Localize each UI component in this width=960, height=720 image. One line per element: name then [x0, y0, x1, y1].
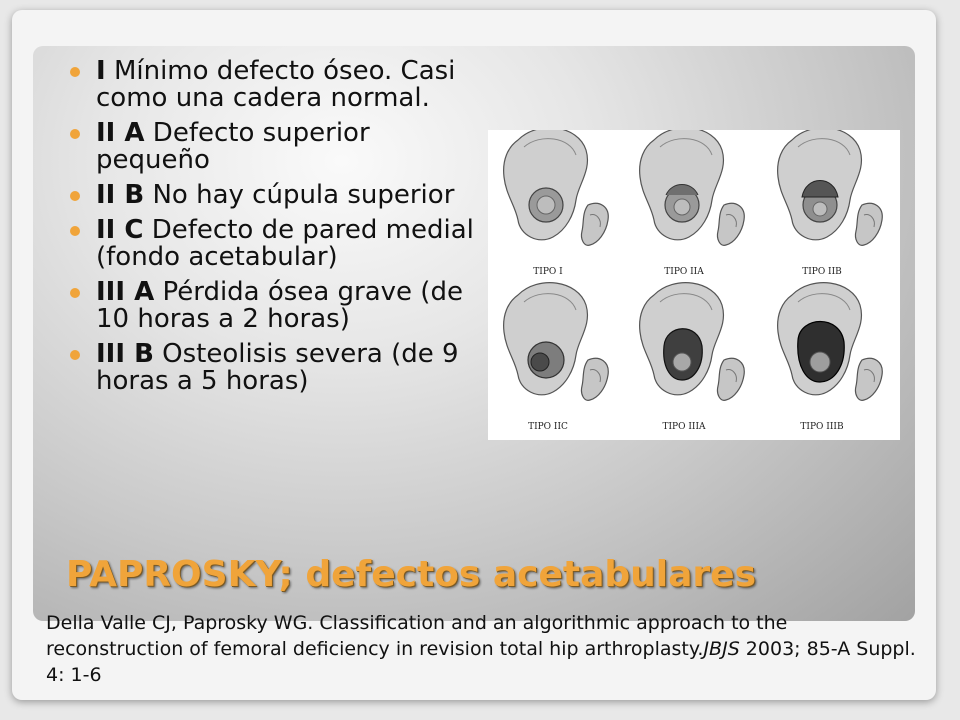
bullet-dot-icon [70, 226, 80, 236]
citation-authors: Della Valle CJ, Paprosky WG. Classification and an algorithmic approach to the reconstruction of femoral deficiency in revision total hip arthroplasty. [46, 612, 788, 660]
pelvis-diagram-tipo-iic [504, 283, 609, 401]
bullet-dot-icon [70, 350, 80, 360]
bullet-dot-icon [70, 129, 80, 139]
figure-label-tipo-iiib: TIPO IIIB [800, 422, 844, 432]
type-code: II C [96, 215, 144, 245]
type-code: I [96, 56, 106, 86]
type-description: Pérdida ósea grave (de 10 horas a 2 horas) [96, 277, 463, 334]
list-item [66, 58, 476, 112]
figure-label-tipo-iiia: TIPO IIIA [662, 422, 706, 432]
figure-label-tipo-iib: TIPO IIB [802, 267, 842, 277]
citation-details: 2003; 85-A Suppl. 4: 1-6 [46, 638, 916, 686]
paprosky-classification-figure [488, 130, 900, 440]
type-code: III A [96, 277, 155, 307]
list-item [66, 182, 476, 209]
type-description: No hay cúpula superior [144, 180, 455, 210]
figure-label-tipo-i: TIPO I [533, 267, 563, 277]
list-item [66, 341, 476, 395]
citation-journal: JBJS [703, 638, 740, 660]
type-code: II B [96, 180, 145, 210]
type-description: Mínimo defecto óseo. Casi como una cadera normal. [96, 56, 456, 113]
pelvis-diagram-tipo-iiia [640, 283, 745, 401]
figure-label-tipo-iic: TIPO IIC [528, 422, 568, 432]
type-code: II A [96, 118, 145, 148]
type-description: Defecto de pared medial (fondo acetabular) [96, 215, 474, 272]
classification-list [66, 58, 476, 403]
list-item [66, 217, 476, 271]
pelvis-diagram-tipo-i [504, 130, 609, 245]
list-item [66, 120, 476, 174]
type-description: Osteolisis severa (de 9 horas a 5 horas) [96, 339, 459, 396]
slide-title: PAPROSKY; defectos acetabulares [66, 554, 757, 595]
pelvis-diagram-tipo-iia [640, 130, 745, 245]
type-code: III B [96, 339, 154, 369]
pelvis-diagram-tipo-iiib [778, 283, 883, 401]
list-item [66, 279, 476, 333]
bullet-dot-icon [70, 191, 80, 201]
reference-citation [46, 610, 926, 688]
bullet-dot-icon [70, 288, 80, 298]
bullet-dot-icon [70, 67, 80, 77]
figure-label-tipo-iia: TIPO IIA [664, 267, 704, 277]
type-description: Defecto superior pequeño [96, 118, 370, 175]
pelvis-diagram-tipo-iib [778, 130, 883, 245]
